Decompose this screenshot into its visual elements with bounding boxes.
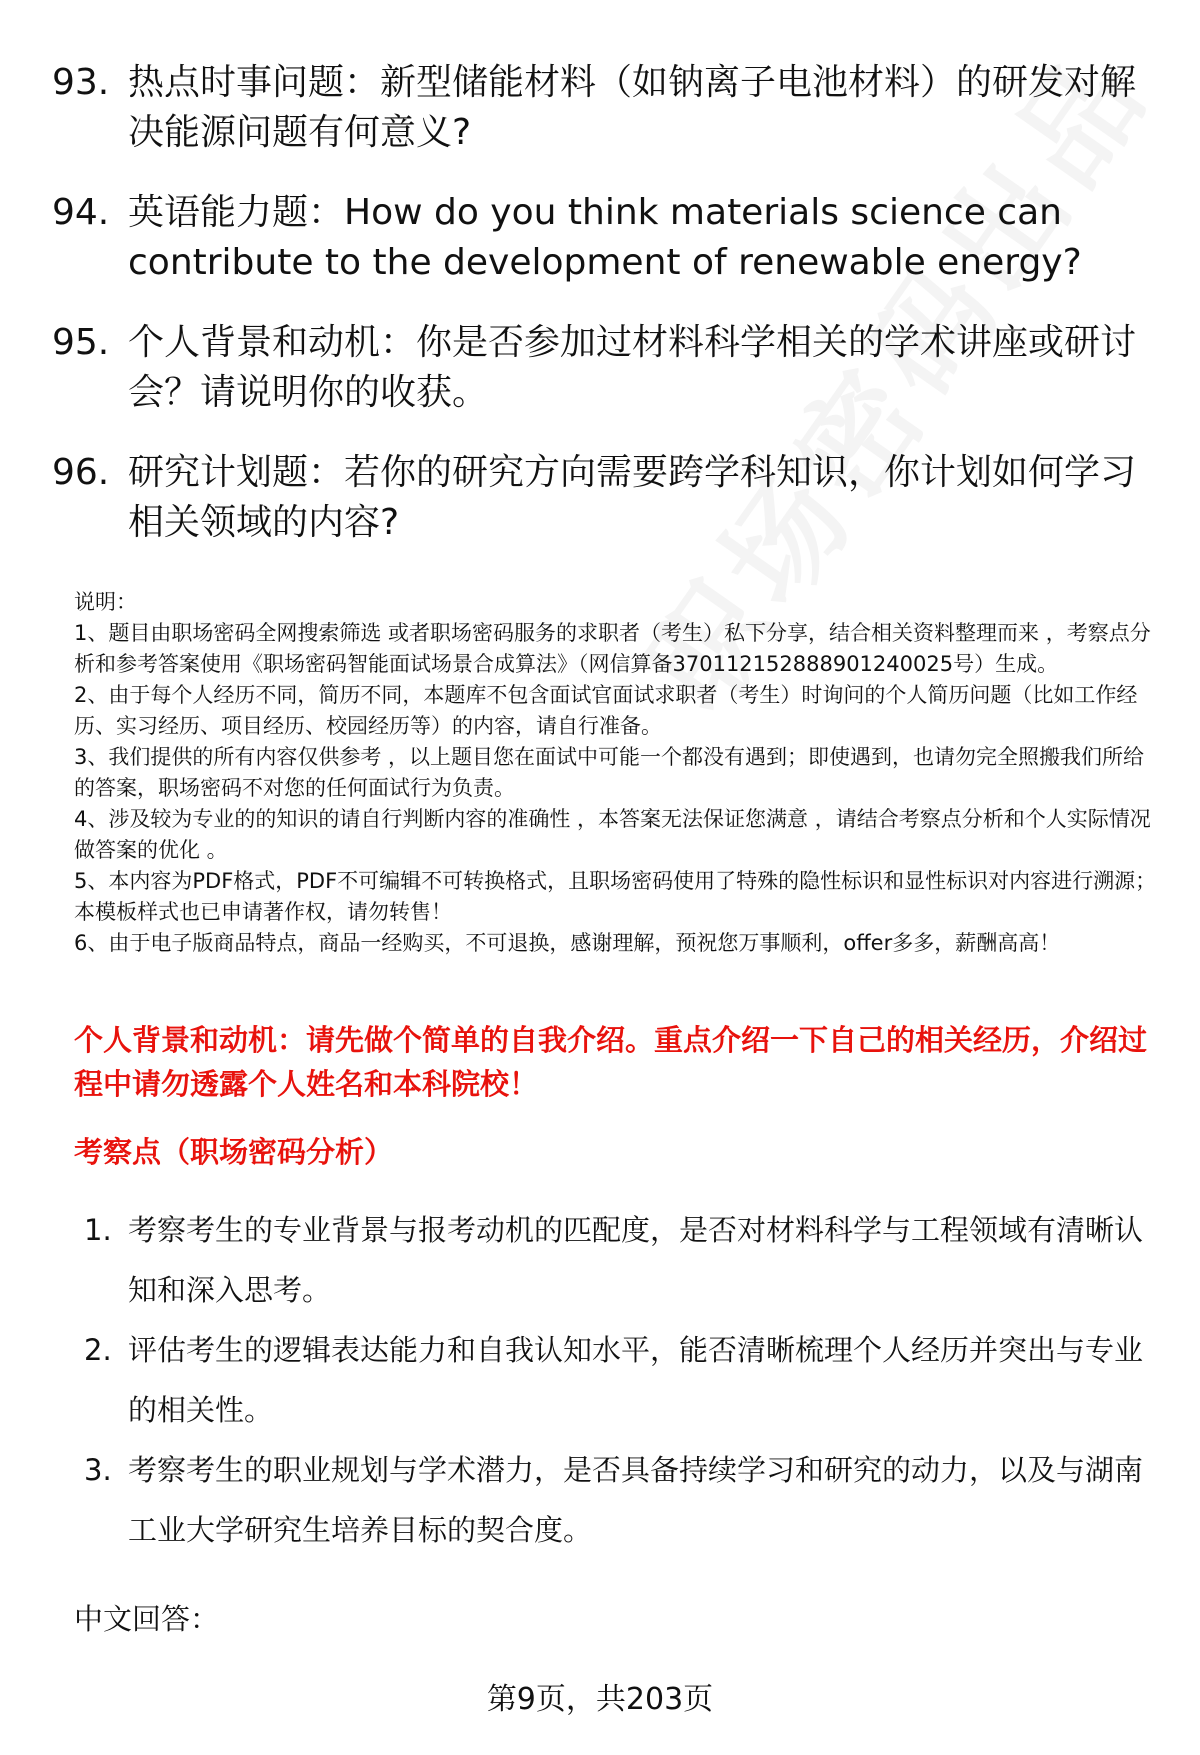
question-number: 93. (52, 62, 110, 103)
analysis-item (84, 1440, 1164, 1560)
question-number: 94. (52, 192, 110, 233)
highlight-question: 个人背景和动机：请先做个简单的自我介绍。重点介绍一下自己的相关经历，介绍过程中请勿透露个人姓名和本科院校！ (74, 1023, 1148, 1101)
analysis-list (84, 1200, 1164, 1560)
answer-label: 中文回答： (74, 1602, 220, 1636)
question-item (52, 58, 1152, 158)
question-item (52, 448, 1152, 548)
note-item: 5、本内容为PDF格式，PDF不可编辑不可转换格式，且职场密码使用了特殊的隐性标识和显性标识对内容进行溯源；本模板样式也已申请著作权，请勿转售！ (74, 869, 1157, 924)
question-text: 研究计划题：若你的研究方向需要跨学科知识，你计划如何学习相关领域的内容? (128, 452, 1137, 543)
question-text: 热点时事问题：新型储能材料（如钠离子电池材料）的研发对解决能源问题有何意义? (128, 62, 1137, 153)
question-number: 96. (52, 452, 110, 493)
note-item: 1、题目由职场密码全网搜索筛选 或者职场密码服务的求职者（考生）私下分享，结合相关资料整理而来 ，考察点分析和参考答案使用《职场密码智能面试场景合成算法》（网信算备370112152888901240025号）生成。 (74, 621, 1151, 676)
question-text: 英语能力题：How do you think materials science can contribute to the development of renewable energy? (128, 192, 1082, 283)
analysis-text: 考察考生的专业背景与报考动机的匹配度，是否对材料科学与工程领域有清晰认知和深入思考。 (128, 1213, 1144, 1307)
page-footer: 第9页，共203页 (486, 1682, 714, 1717)
analysis-number: 1. (84, 1213, 112, 1247)
analysis-text: 评估考生的逻辑表达能力和自我认知水平，能否清晰梳理个人经历并突出与专业的相关性。 (128, 1333, 1144, 1427)
question-item (52, 318, 1152, 418)
analysis-item (84, 1200, 1164, 1320)
analysis-number: 2. (84, 1333, 112, 1367)
notes-title: 说明： (74, 590, 137, 614)
question-item (52, 188, 1152, 288)
note-item: 2、由于每个人经历不同，简历不同，本题库不包含面试官面试求职者（考生）时询问的个人简历问题（比如工作经历、实习经历、项目经历、校园经历等）的内容，请自行准备。 (74, 683, 1138, 738)
analysis-item (84, 1320, 1164, 1440)
note-item: 3、我们提供的所有内容仅供参考 ，以上题目您在面试中可能一个都没有遇到；即使遇到，也请勿完全照搬我们所给的答案，职场密码不对您的任何面试行为负责。 (74, 745, 1145, 800)
analysis-title: 考察点（职场密码分析） (74, 1135, 394, 1169)
question-text: 个人背景和动机：你是否参加过材料科学相关的学术讲座或研讨会？请说明你的收获。 (128, 322, 1137, 413)
notes-section (74, 587, 1164, 959)
question-number: 95. (52, 322, 110, 363)
analysis-number: 3. (84, 1453, 112, 1487)
question-list (52, 58, 1152, 578)
analysis-text: 考察考生的职业规划与学术潜力，是否具备持续学习和研究的动力，以及与湖南工业大学研究生培养目标的契合度。 (128, 1453, 1144, 1547)
note-item: 6、由于电子版商品特点，商品一经购买，不可退换，感谢理解，预祝您万事顺利，offer多多，薪酬高高！ (74, 931, 1061, 955)
note-item: 4、涉及较为专业的的知识的请自行判断内容的准确性 ，本答案无法保证您满意 ，请结合考察点分析和个人实际情况做答案的优化 。 (74, 807, 1151, 862)
